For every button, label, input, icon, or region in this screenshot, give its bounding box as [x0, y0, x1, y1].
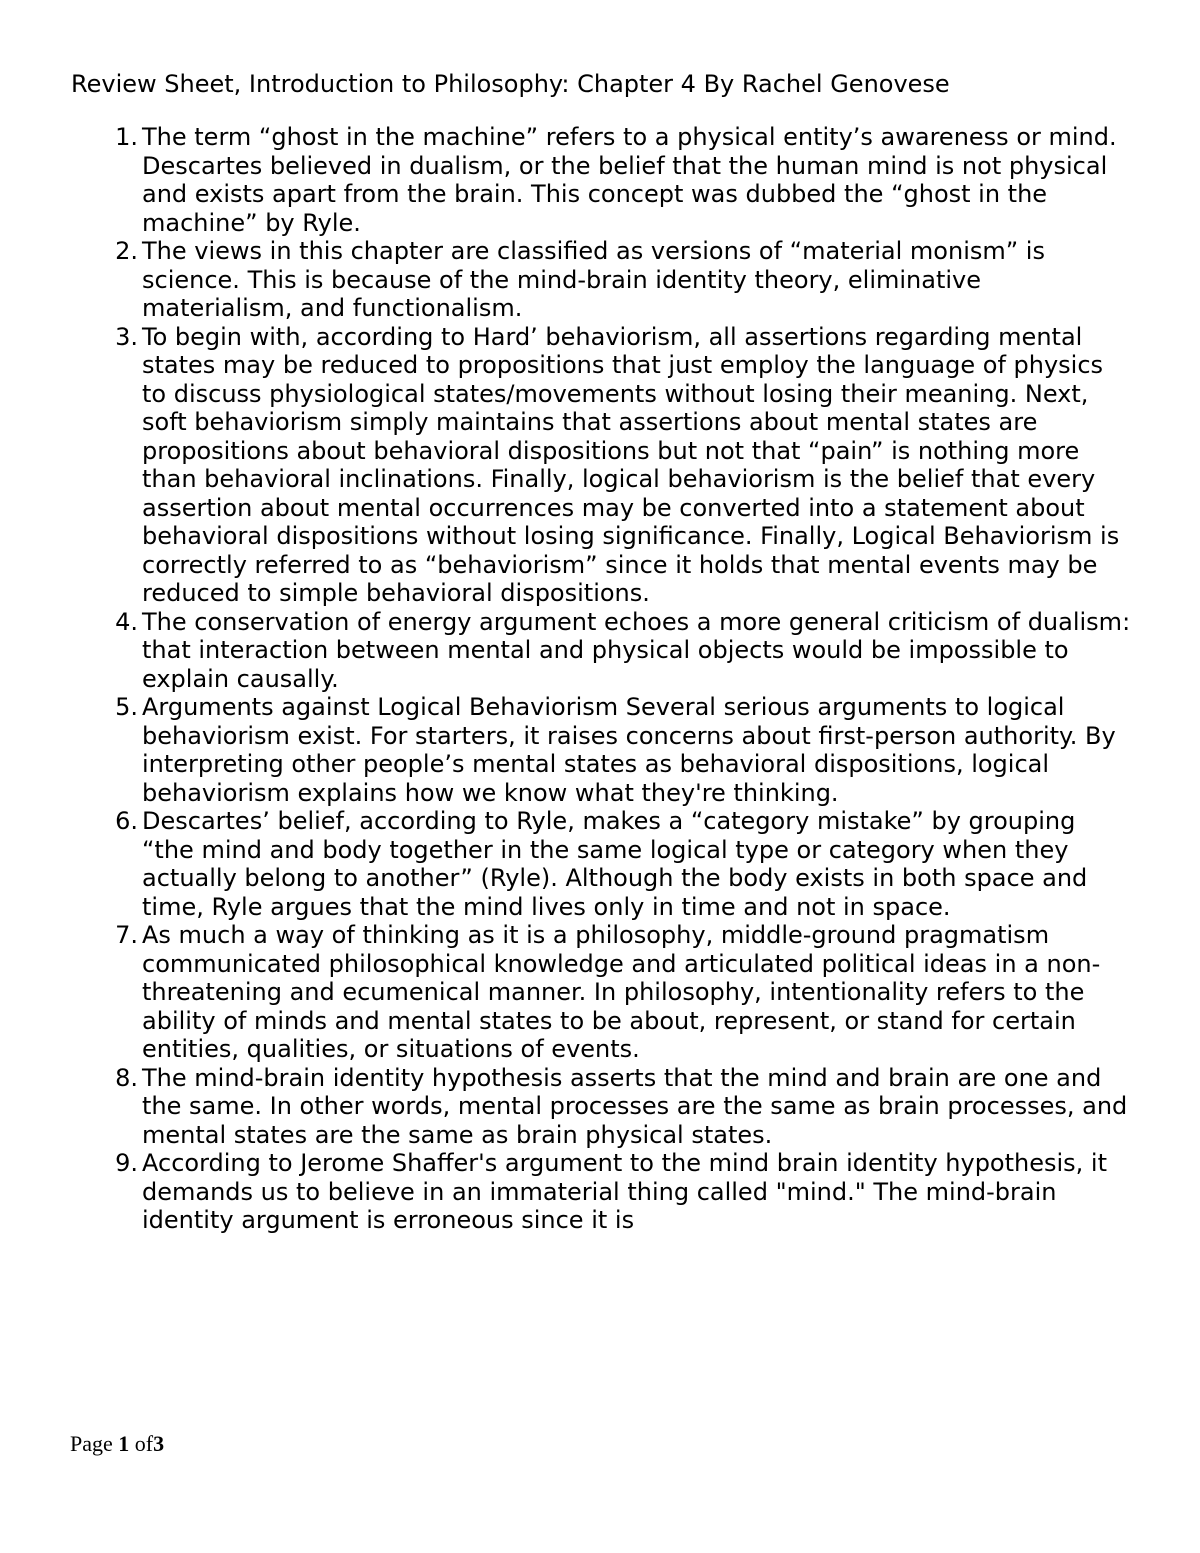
document-title: Review Sheet, Introduction to Philosophy: Chapter 4 By Rachel Genovese — [71, 70, 950, 98]
list-item — [115, 237, 1132, 323]
item-text: According to Jerome Shaffer's argument to the mind brain identity hypothesis, it demands us to believe in an immaterial thing called "mind." The mind-brain identity argument is erroneous since it is — [142, 1149, 1108, 1234]
item-number: 1. — [115, 123, 138, 151]
item-number: 7. — [115, 921, 138, 949]
item-text: The term “ghost in the machine” refers to a physical entity’s awareness or mind. Descartes believed in dualism, or the belief that the human mind is not physical and exists apart from the brain. This concept was dubbed the “ghost in the machine” by Ryle. — [142, 123, 1117, 237]
item-text: The views in this chapter are classified as versions of “material monism” is science. This is because of the mind-brain identity theory, eliminative materialism, and functionalism. — [142, 237, 1045, 322]
list-item — [115, 1063, 1132, 1150]
item-text: The conservation of energy argument echoes a more general criticism of dualism: that interaction between mental and physical objects would be impossible to explain causally. — [142, 607, 1131, 693]
list-item — [115, 123, 1132, 237]
item-number: 4. — [115, 607, 138, 636]
list-item — [115, 921, 1132, 1064]
current-page-number: 1 — [118, 1431, 130, 1456]
of-label: of — [134, 1431, 154, 1456]
item-number: 5. — [115, 693, 138, 721]
item-number: 3. — [115, 322, 138, 351]
item-text: Descartes’ belief, according to Ryle, makes a “category mistake” by grouping “the mind and body together in the same logical type or category when they actually belong to another” (Ryle). Although the body exists in both space and time, Ryle argues that the mind lives only in time and not in space. — [142, 807, 1088, 921]
page-label: Page — [70, 1431, 113, 1456]
item-text: Arguments against Logical Behaviorism Several serious arguments to logical behaviorism exist. For starters, it raises concerns about first-person authority. By interpreting other people’s mental states as behavioral dispositions, logical behaviorism explains how we know what they're thinking. — [142, 693, 1116, 807]
item-text: To begin with, according to Hard’ behaviorism, all assertions regarding mental states may be reduced to propositions that just employ the language of physics to discuss physiological states/movements without losing their meaning. Next, soft behaviorism simply maintains that assertions about mental states are propositions about behavioral dispositions but not that “pain” is nothing more than behavioral inclinations. Finally, logical behaviorism is the belief that every assertion about mental occurrences may be converted into a statement about behavioral dispositions without losing significance. Finally, Logical Behaviorism is correctly referred to as “behaviorism” since it holds that mental events may be reduced to simple behavioral dispositions. — [142, 322, 1120, 607]
list-item — [115, 322, 1132, 608]
list-item — [115, 693, 1132, 807]
page-footer — [70, 1430, 164, 1458]
answer-list — [115, 123, 1132, 1235]
list-item — [115, 807, 1132, 921]
list-item — [115, 607, 1132, 694]
total-pages-number: 3 — [153, 1431, 165, 1456]
item-number: 8. — [115, 1063, 138, 1092]
item-number: 2. — [115, 237, 138, 265]
item-text: As much a way of thinking as it is a philosophy, middle-ground pragmatism communicated philosophical knowledge and articulated political ideas in a non-threatening and ecumenical manner. In philosophy, intentionality refers to the ability of minds and mental states to be about, represent, or stand for certain entities, qualities, or situations of events. — [142, 921, 1101, 1063]
item-number: 9. — [115, 1149, 138, 1177]
list-item — [115, 1149, 1132, 1235]
item-text: The mind-brain identity hypothesis asserts that the mind and brain are one and the same. In other words, mental processes are the same as brain processes, and mental states are the same as brain physical states. — [142, 1063, 1128, 1149]
item-number: 6. — [115, 807, 138, 835]
